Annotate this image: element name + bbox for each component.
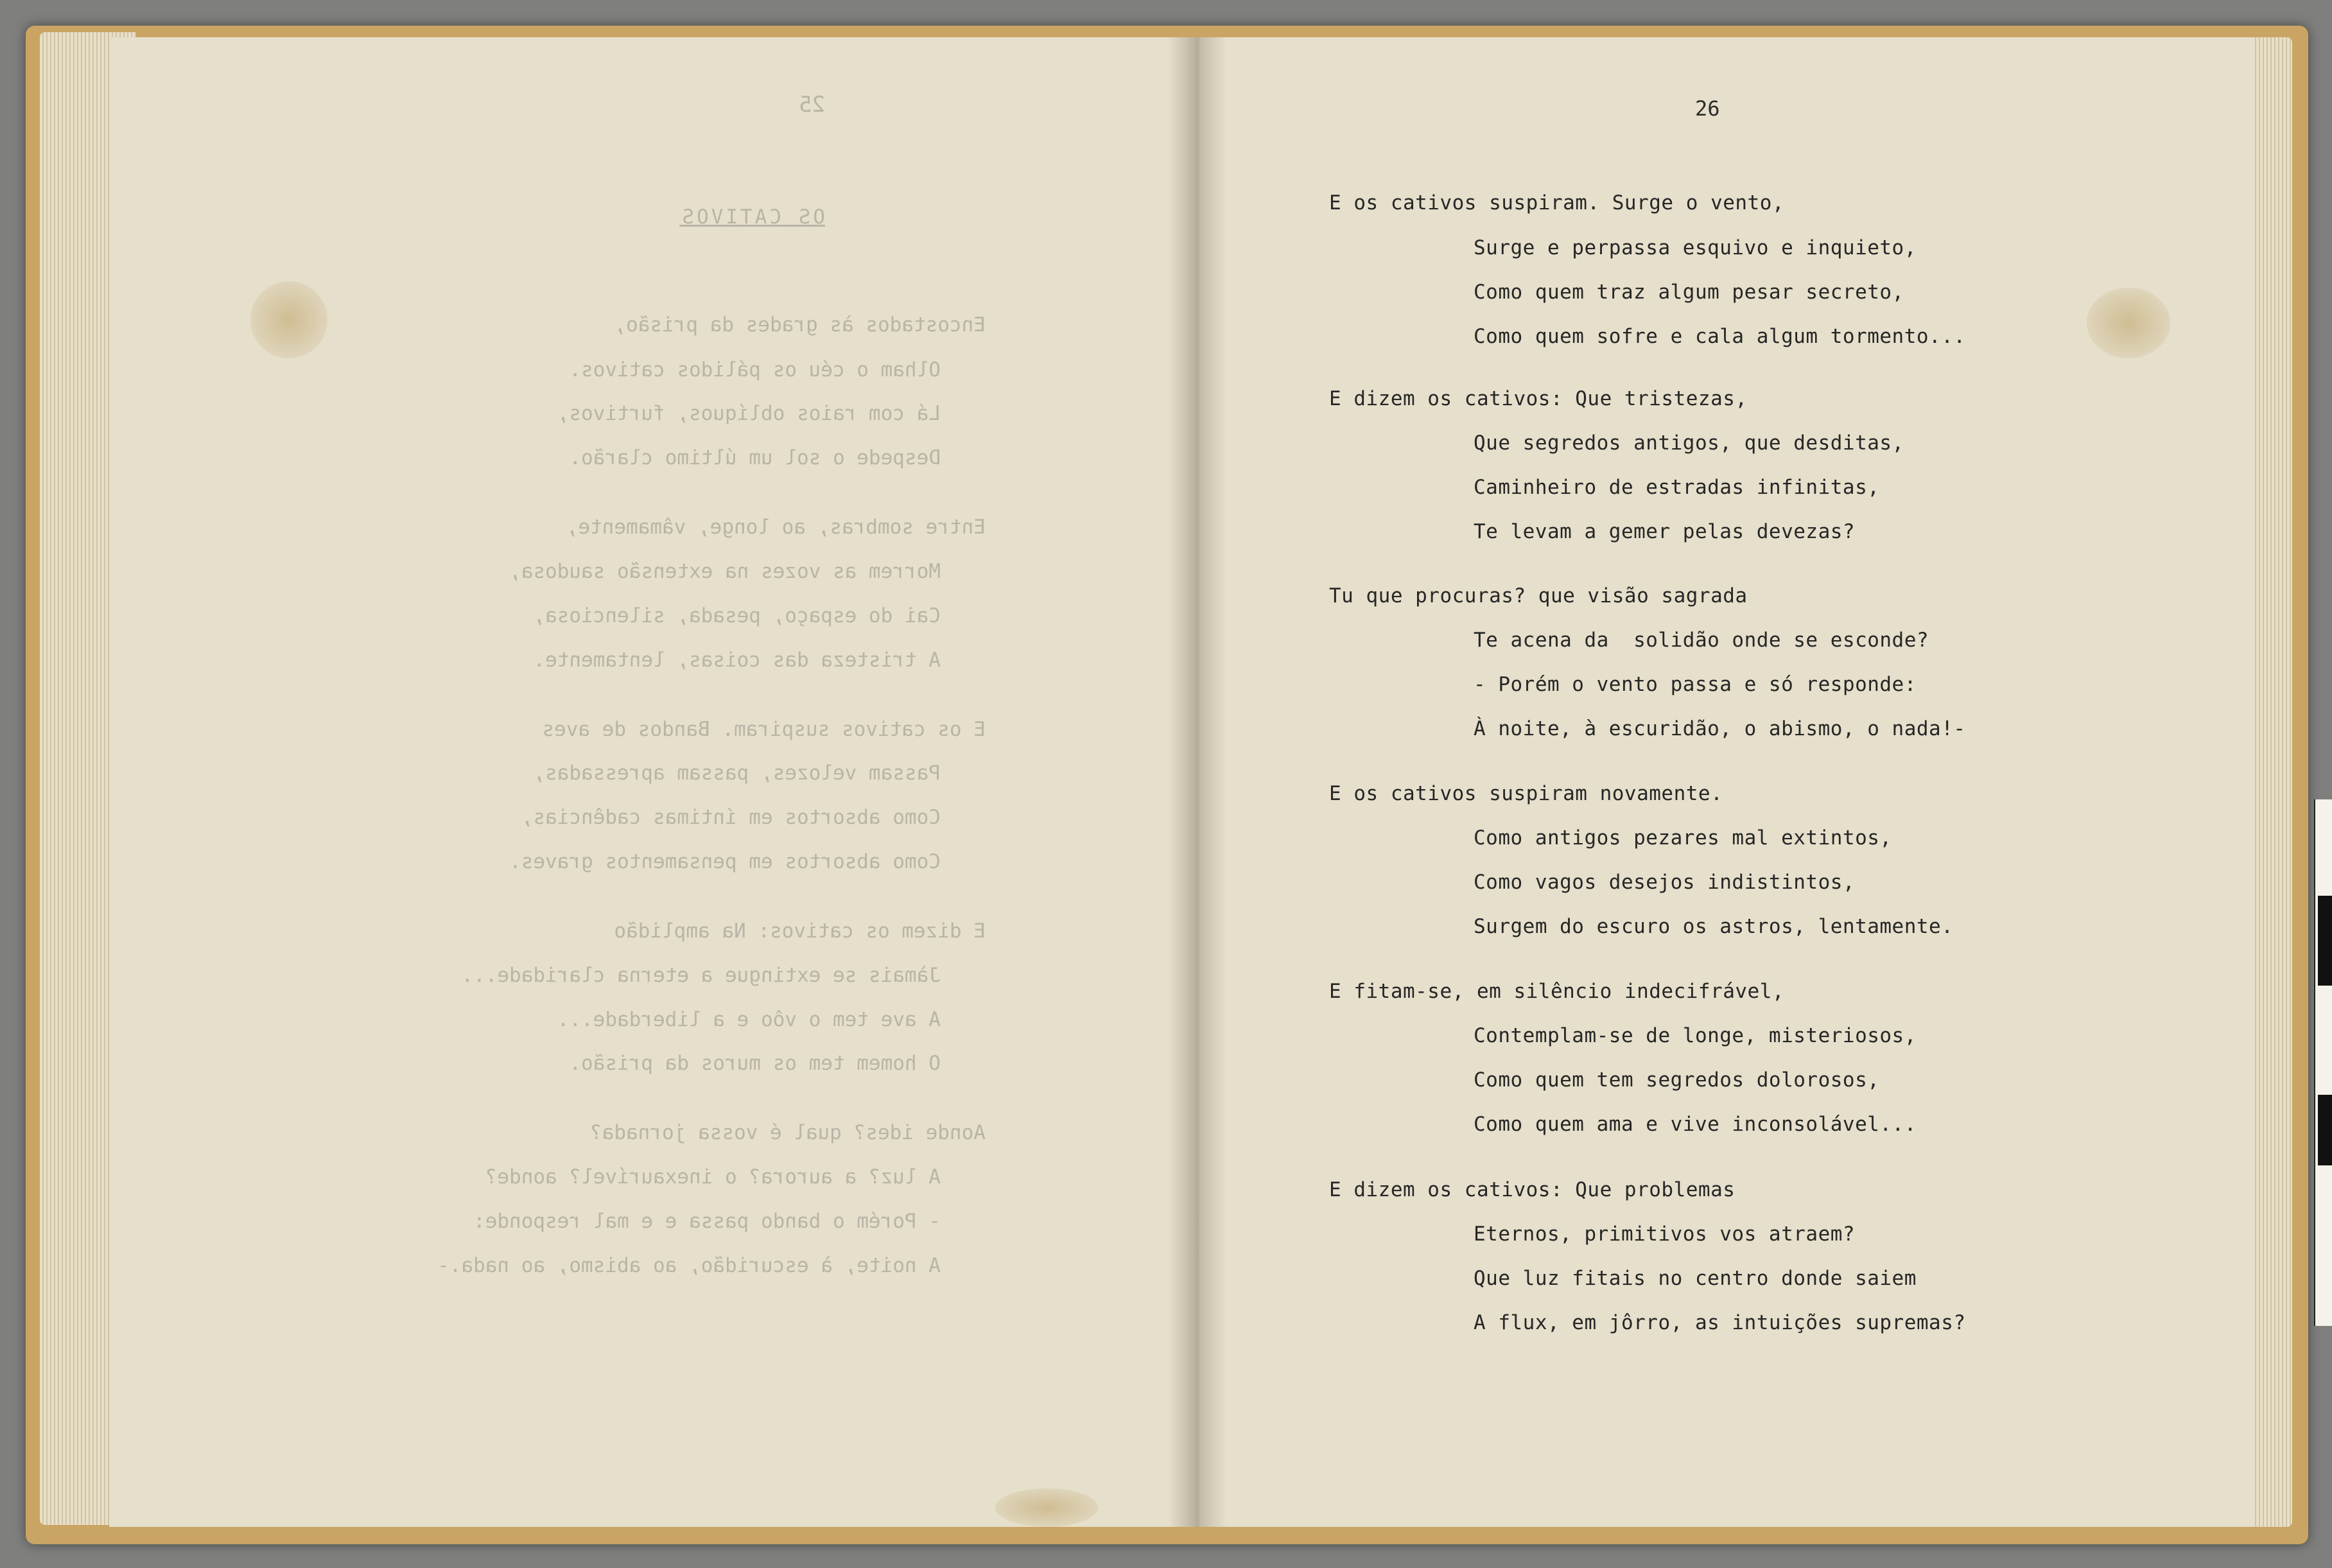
page-number: 26	[1695, 96, 1720, 121]
bleed-line: Jàmais se extingue a eterna claridade...	[461, 964, 941, 987]
poem-line: Caminheiro de estradas infinitas,	[1474, 476, 1880, 499]
right-page	[1194, 37, 2254, 1527]
poem-line: Te acena da solidão onde se esconde?	[1474, 629, 1929, 652]
scale-block	[2318, 1095, 2332, 1165]
poem-line: Como antigos pezares mal extintos,	[1474, 826, 1892, 849]
bleed-line: O homem tem os muros da prisão.	[569, 1052, 941, 1075]
poem-line: A flux, em jôrro, as intuições supremas?	[1474, 1311, 1966, 1334]
paper-stain	[2087, 288, 2170, 358]
poem-line: Contemplam-se de longe, misteriosos,	[1474, 1024, 1917, 1047]
bleed-line: A noite, à escuridão, ao abismo, ao nada.-	[437, 1254, 941, 1277]
bleed-title: OS CATIVOS	[679, 205, 825, 229]
poem-line: Como quem traz algum pesar secreto,	[1474, 281, 1904, 304]
bleed-line: Aonde ides? qual é vossa jornada?	[590, 1121, 986, 1144]
show-through-text	[109, 37, 1194, 1527]
poem-line: À noite, à escuridão, o abismo, o nada!-	[1474, 717, 1966, 740]
bleed-line: A luz? a aurora? o inexaurível? aonde?	[485, 1165, 941, 1189]
color-scale-strip	[2314, 799, 2332, 1326]
book-gutter	[1169, 37, 1226, 1527]
bleed-line: E dizem os cativos: Na amplidão	[614, 919, 986, 943]
poem-line: Como quem ama e vive inconsolável...	[1474, 1113, 1917, 1136]
bleed-line: - Porém o bando passa e e mal responde:	[473, 1210, 941, 1233]
bleed-line: A ave tem o vôo e a liberdade...	[557, 1008, 941, 1031]
scale-block	[2318, 896, 2332, 986]
bleed-line: Lá com raios oblíquos, furtivos,	[557, 402, 941, 425]
bleed-page-number: 25	[799, 92, 825, 118]
poem-line: E os cativos suspiram. Surge o vento,	[1329, 191, 1785, 214]
left-page	[109, 37, 1194, 1527]
bleed-line: Como absortos em pensamentos graves.	[509, 850, 941, 873]
poem-line: E dizem os cativos: Que tristezas,	[1329, 387, 1748, 410]
poem-line: Surgem do escuro os astros, lentamente.	[1474, 915, 1954, 938]
bleed-line: Como absortos em íntimas cadências,	[521, 806, 941, 829]
poem-line: Que luz fitais no centro donde saiem	[1474, 1267, 1917, 1290]
poem-line: E fitam-se, em silêncio indecifrável,	[1329, 980, 1785, 1003]
bleed-line: Entre sombras, ao longe, vâmamente,	[566, 516, 986, 539]
bleed-line: E os cativos suspiram. Bandos de aves	[542, 718, 986, 741]
bleed-line: Olham o céu os pálidos cativos.	[569, 358, 941, 381]
bleed-line: Passam velozes, passam apressadas,	[533, 762, 941, 785]
poem-line: Te levam a gemer pelas devezas?	[1474, 520, 1856, 543]
poem-line: Como vagos desejos indistintos,	[1474, 871, 1856, 894]
poem-line: E os cativos suspiram novamente.	[1329, 782, 1723, 805]
bleed-line: Cai do espaço, pesada, silenciosa,	[533, 604, 941, 627]
poem-line: Como quem sofre e cala algum tormento...	[1474, 325, 1966, 348]
poem-line: E dizem os cativos: Que problemas	[1329, 1178, 1736, 1201]
bleed-line: Morrem as vozes na extensão saudosa,	[509, 560, 941, 583]
poem-line: Como quem tem segredos dolorosos,	[1474, 1068, 1880, 1092]
poem-line: Eternos, primitivos vos atraem?	[1474, 1223, 1856, 1246]
bleed-line: Encostados às grades da prisão,	[614, 313, 986, 336]
poem-line: Que segredos antigos, que desditas,	[1474, 431, 1904, 455]
poem-line: Tu que procuras? que visão sagrada	[1329, 584, 1748, 607]
bleed-line: Despede o sol um último clarão.	[569, 446, 941, 469]
poem-line: Surge e perpassa esquivo e inquieto,	[1474, 236, 1917, 259]
poem-line: - Porém o vento passa e só responde:	[1474, 673, 1917, 696]
bleed-line: A tristeza das coisas, lentamente.	[533, 649, 941, 672]
